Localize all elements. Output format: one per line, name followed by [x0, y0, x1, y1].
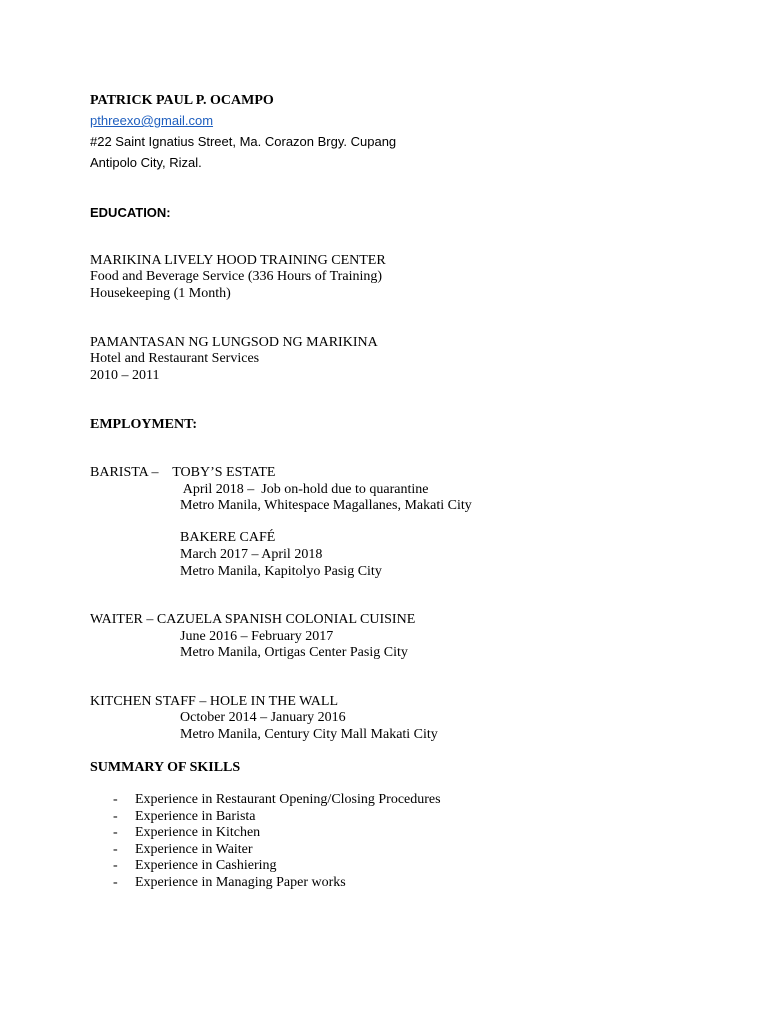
job-location: Metro Manila, Kapitolyo Pasig City — [180, 564, 382, 579]
bullet-dash: - — [113, 792, 118, 807]
job-location: Metro Manila, Whitespace Magallanes, Makati City — [180, 498, 472, 513]
skill-text: Experience in Kitchen — [135, 825, 261, 840]
job-title: WAITER – CAZUELA SPANISH COLONIAL CUISINE — [90, 612, 416, 627]
job-location: Metro Manila, Ortigas Center Pasig City — [180, 645, 408, 660]
education-school: MARIKINA LIVELY HOOD TRAINING CENTER — [90, 253, 386, 268]
skill-text: Experience in Cashiering — [135, 858, 277, 873]
bullet-dash: - — [113, 825, 118, 840]
job-dates: April 2018 – Job on-hold due to quarantine — [180, 482, 429, 497]
education-detail: Food and Beverage Service (336 Hours of Training) — [90, 269, 383, 284]
address-line-2: Antipolo City, Rizal. — [90, 155, 202, 170]
skill-text: Experience in Barista — [135, 809, 256, 824]
job-title: KITCHEN STAFF – HOLE IN THE WALL — [90, 694, 339, 709]
bullet-dash: - — [113, 842, 118, 857]
bullet-dash: - — [113, 809, 118, 824]
bullet-dash: - — [113, 875, 118, 890]
education-years: 2010 – 2011 — [90, 368, 160, 383]
skills-heading: SUMMARY OF SKILLS — [90, 760, 241, 775]
education-heading: EDUCATION: — [90, 205, 171, 220]
job-dates: March 2017 – April 2018 — [180, 547, 323, 562]
job-dates: June 2016 – February 2017 — [180, 629, 334, 644]
email-link[interactable]: pthreexo@gmail.com — [90, 113, 214, 128]
skill-text: Experience in Waiter — [135, 842, 253, 857]
address-line-1: #22 Saint Ignatius Street, Ma. Corazon Brgy. Cupang — [90, 134, 397, 149]
applicant-name: PATRICK PAUL P. OCAMPO — [90, 93, 274, 108]
job-title: BAKERE CAFÉ — [180, 530, 276, 545]
bullet-dash: - — [113, 858, 118, 873]
job-title: BARISTA – TOBY’S ESTATE — [90, 465, 276, 480]
education-detail: Housekeeping (1 Month) — [90, 286, 231, 301]
employment-heading: EMPLOYMENT: — [90, 417, 198, 432]
skill-text: Experience in Restaurant Opening/Closing Procedures — [135, 792, 441, 807]
skill-text: Experience in Managing Paper works — [135, 875, 346, 890]
education-detail: Hotel and Restaurant Services — [90, 351, 260, 366]
job-dates: October 2014 – January 2016 — [180, 710, 346, 725]
job-location: Metro Manila, Century City Mall Makati City — [180, 727, 438, 742]
education-school: PAMANTASAN NG LUNGSOD NG MARIKINA — [90, 335, 378, 350]
